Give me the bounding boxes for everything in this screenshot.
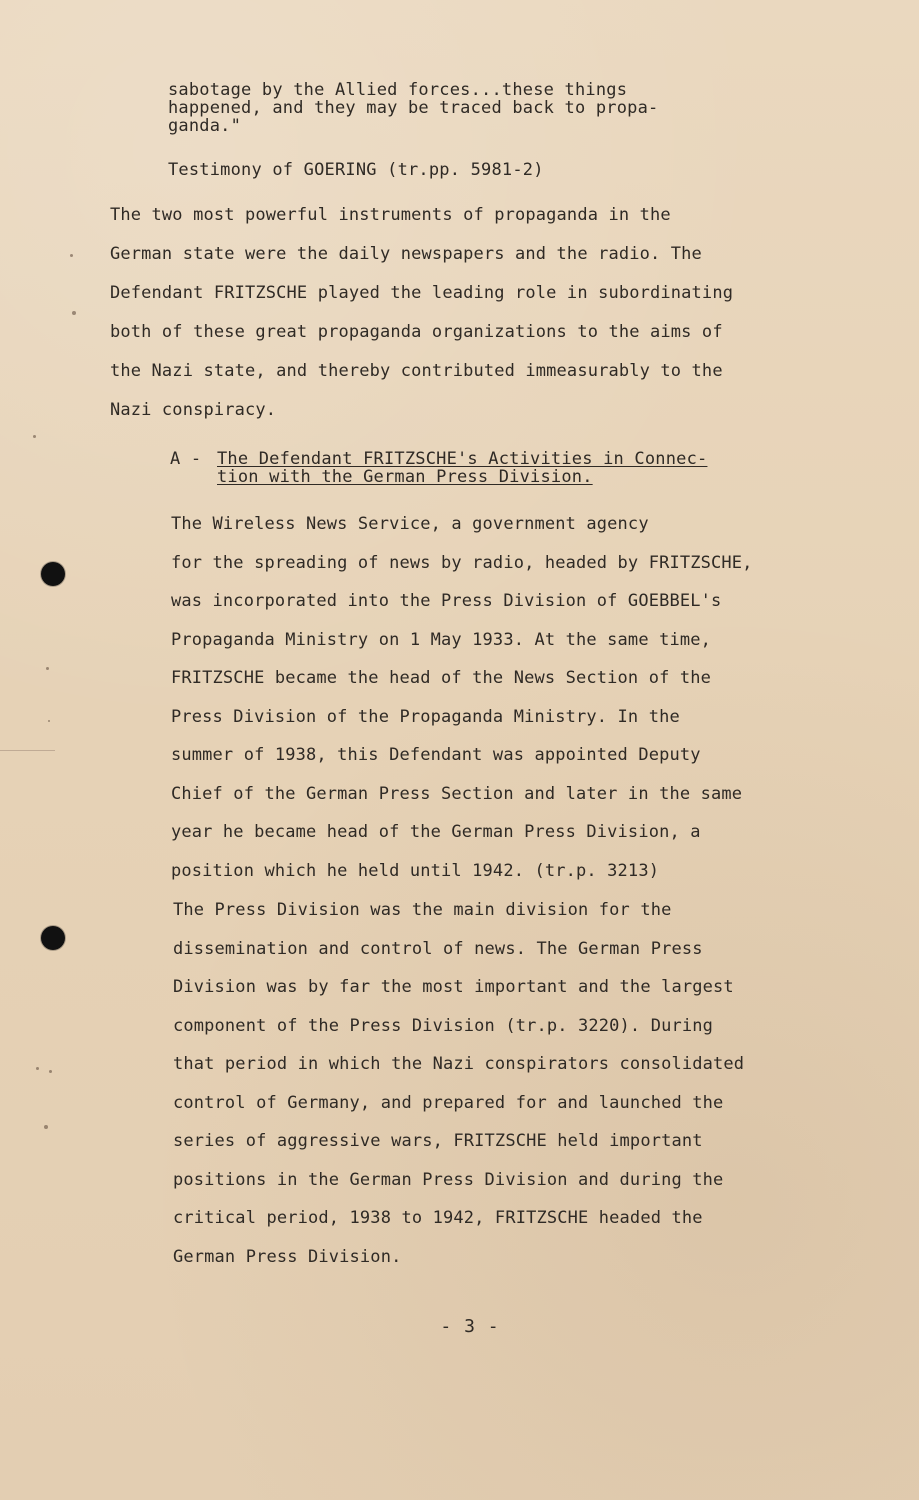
paper-speck xyxy=(44,1125,48,1129)
paper-speck xyxy=(48,720,50,722)
press-paragraph-2: The Press Division was the main division for the dissemination and control of news. The German Press Division was by far the most important and the largest component of the Press Division (tr.p. 3220). During that period in which the Nazi conspirators consolidated control of Germany, and prepared for and launched the series of aggressive wars, FRITZSCHE held important positions in the German Press Division and during the critical period, 1938 to 1942, FRITZSCHE headed the German Press Division. xyxy=(173,900,745,1267)
paper-speck xyxy=(70,254,73,257)
paper-speck xyxy=(49,1070,52,1073)
binder-hole-top xyxy=(41,562,65,586)
section-heading-prefix: A - xyxy=(170,449,202,469)
paper-speck xyxy=(33,435,36,438)
intro-paragraph: The two most powerful instruments of propaganda in the German state were the daily newspapers and the radio. The Defendant FRITZSCHE played the leading role in subordinating both of these great propaganda organizations to the aims of the Nazi state, and thereby contributed immeasurably to the Nazi conspiracy. xyxy=(110,205,734,420)
press-paragraph-1: The Wireless News Service, a government agency for the spreading of news by radio, headed by FRITZSCHE, was incorporated into the Press Division of GOEBBEL's Propaganda Ministry on 1 May 1933. At the same time, FRITZSCHE became the head of the News Section of the Press Division of the Propaganda Ministry. In the summer of 1938, this Defendant was appointed Deputy Chief of the German Press Section and later in the same year he became head of the German Press Division, a position which he held until 1942. (tr.p. 3213) xyxy=(171,514,753,881)
scan-artifact-line xyxy=(0,750,55,751)
paper-speck xyxy=(46,667,49,670)
paper-speck xyxy=(72,311,76,315)
testimony-reference: Testimony of GOERING (tr.pp. 5981-2) xyxy=(168,160,544,180)
quoted-passage: sabotage by the Allied forces...these things happened, and they may be traced back to propa- ganda." xyxy=(168,80,659,136)
binder-hole-bottom xyxy=(41,926,65,950)
page-number: - 3 - xyxy=(440,1316,500,1337)
paper-speck xyxy=(36,1067,39,1070)
section-heading-title: The Defendant FRITZSCHE's Activities in Connec- tion with the German Press Division. xyxy=(217,449,708,487)
